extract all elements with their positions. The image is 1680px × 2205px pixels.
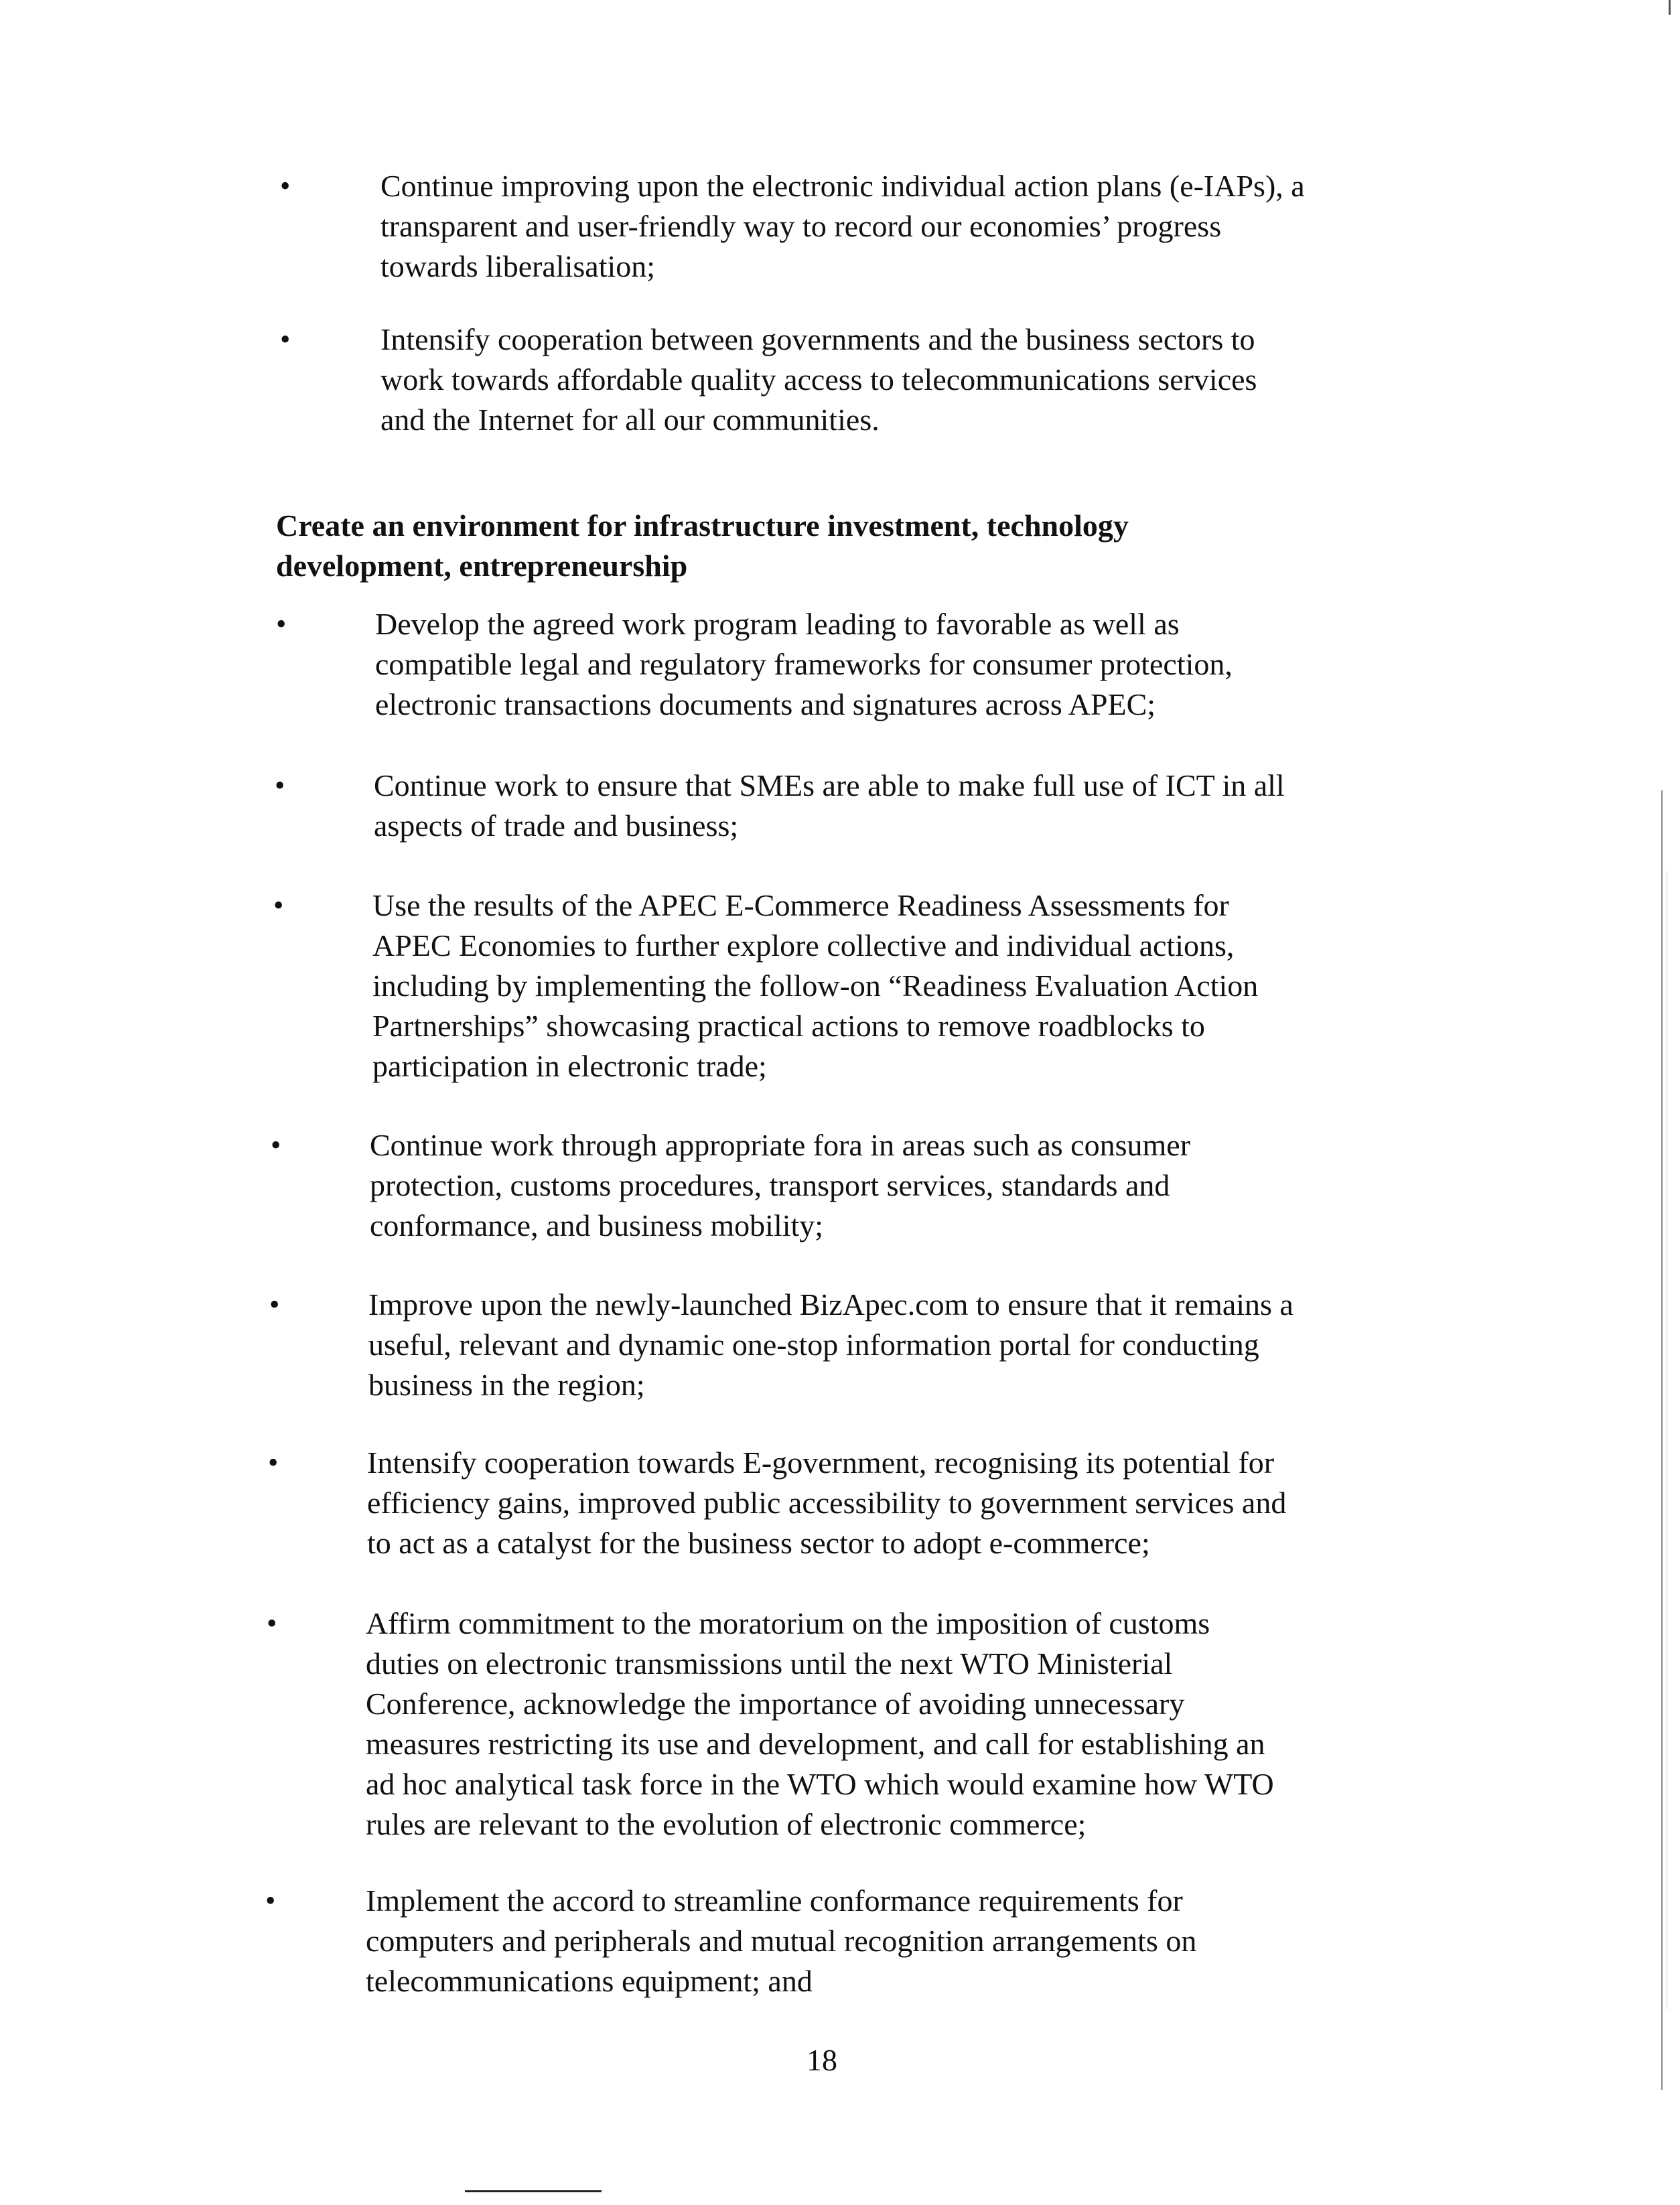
text-line: aspects of trade and business;: [374, 808, 739, 843]
text-line: compatible legal and regulatory frameworks for consumer protection,: [375, 647, 1233, 681]
list-item-text: [366, 1604, 1274, 1845]
text-line: ad hoc analytical task force in the WTO which would examine how WTO: [366, 1767, 1274, 1801]
text-line: including by implementing the follow-on “Readiness Evaluation Action: [372, 969, 1259, 1003]
text-line: and the Internet for all our communities.: [380, 403, 880, 437]
text-line: computers and peripherals and mutual recognition arrangements on: [366, 1924, 1197, 1958]
text-line: participation in electronic trade;: [372, 1049, 767, 1083]
bullet-icon: •: [267, 1607, 277, 1640]
text-line: APEC Economies to further explore collective and individual actions,: [372, 928, 1235, 963]
text-line: transparent and user-friendly way to record our economies’ progress: [380, 209, 1222, 243]
scan-edge-line: [1661, 790, 1663, 2090]
section-heading: [276, 506, 1129, 586]
bullet-icon: •: [268, 1446, 279, 1479]
bullet-icon: •: [271, 1129, 281, 1161]
list-item-text: [374, 766, 1285, 846]
text-line: Implement the accord to streamline conformance requirements for: [366, 1883, 1183, 1918]
text-line: efficiency gains, improved public accessibility to government services and: [367, 1486, 1287, 1520]
text-line: Affirm commitment to the moratorium on the imposition of customs: [366, 1606, 1210, 1640]
list-item-text: [368, 1285, 1293, 1405]
list-item-text: [380, 166, 1305, 287]
bullet-icon: •: [275, 769, 285, 802]
text-line: Intensify cooperation towards E-government, recognising its potential for: [367, 1445, 1275, 1480]
text-line: Intensify cooperation between governments and the business sectors to: [380, 322, 1255, 356]
text-line: measures restricting its use and development, and call for establishing an: [366, 1727, 1265, 1761]
footnote-divider: [465, 2190, 602, 2192]
text-line: business in the region;: [368, 1368, 645, 1402]
heading-line: Create an environment for infrastructure investment, technology: [276, 508, 1129, 543]
bullet-icon: •: [280, 169, 291, 202]
text-line: rules are relevant to the evolution of electronic commerce;: [366, 1807, 1087, 1841]
text-line: protection, customs procedures, transport services, standards and: [370, 1168, 1170, 1202]
text-line: useful, relevant and dynamic one-stop information portal for conducting: [368, 1328, 1259, 1362]
list-item-text: [380, 319, 1257, 440]
text-line: Partnerships” showcasing practical actions to remove roadblocks to: [372, 1009, 1205, 1043]
heading-line: development, entrepreneurship: [276, 549, 688, 583]
list-item-text: [366, 1881, 1196, 2001]
text-line: towards liberalisation;: [380, 249, 656, 283]
text-line: Continue improving upon the electronic individual action plans (e-IAPs), a: [380, 169, 1305, 203]
text-line: Improve upon the newly-launched BizApec.com to ensure that it remains a: [368, 1287, 1293, 1322]
text-line: Continue work to ensure that SMEs are able to make full use of ICT in all: [374, 768, 1285, 802]
text-line: to act as a catalyst for the business sector to adopt e-commerce;: [367, 1526, 1150, 1560]
text-line: telecommunications equipment; and: [366, 1964, 813, 1998]
text-line: Conference, acknowledge the importance of avoiding unnecessary: [366, 1687, 1185, 1721]
text-line: duties on electronic transmissions until the next WTO Ministerial: [366, 1646, 1173, 1681]
text-line: work towards affordable quality access to telecommunications services: [380, 362, 1257, 397]
text-line: conformance, and business mobility;: [370, 1208, 824, 1242]
text-line: Develop the agreed work program leading to favorable as well as: [375, 607, 1180, 641]
bullet-icon: •: [280, 323, 291, 356]
list-item-text: [370, 1125, 1190, 1246]
bullet-icon: •: [273, 889, 284, 922]
text-line: electronic transactions documents and signatures across APEC;: [375, 687, 1156, 721]
bullet-icon: •: [276, 608, 287, 640]
list-item-text: [375, 604, 1233, 725]
bullet-icon: •: [265, 1884, 276, 1917]
page-number: 18: [807, 2043, 837, 2077]
text-line: Continue work through appropriate fora in areas such as consumer: [370, 1128, 1191, 1162]
scan-mark: [1669, 0, 1671, 15]
list-item-text: [372, 885, 1258, 1086]
text-line: Use the results of the APEC E-Commerce Readiness Assessments for: [372, 888, 1229, 922]
bullet-icon: •: [269, 1288, 280, 1321]
list-item-text: [367, 1443, 1286, 1563]
